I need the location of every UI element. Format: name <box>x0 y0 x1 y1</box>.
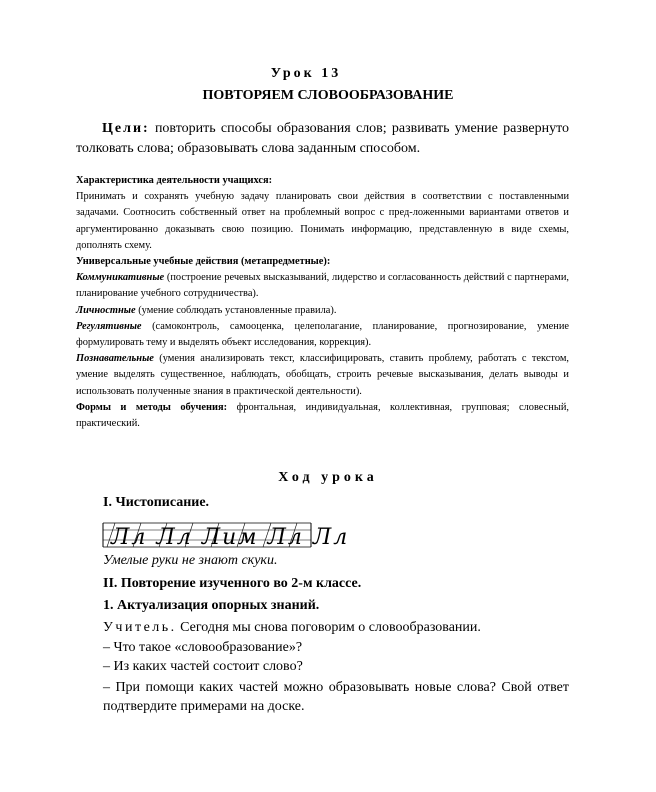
communicative-label: Коммуникативные <box>76 272 165 284</box>
characteristics-text: Принимать и сохранять учебную задачу планировать свои действия в соответствии с поставленными задачами. Соотносить собственный ответ на проблемный вопрос с пред-ложенными вариантами ответов и аргументированно доказывать свою позицию. Понимать информацию, представленную в виде схемы, дополнять схему. <box>76 191 569 251</box>
proverb: Умелые руки не знают скуки. <box>103 553 278 568</box>
cursive-sample <box>103 520 350 550</box>
personal-text: (умение соблюдать установленные правила). <box>138 304 337 316</box>
goals-text: повторить способы образования слов; развивать умение развернуто толковать слова; образовывать слова заданным способом. <box>76 121 570 156</box>
characteristics-heading: Характеристика деятельности учащихся: <box>76 175 273 186</box>
uud-cognitive <box>76 351 569 400</box>
teacher-line <box>103 620 481 636</box>
regulative-text: (самоконтроль, самооценка, целеполагание, планирование, прогнозирование, умение формулировать тему и выделять объект исследования, коррекция). <box>76 320 569 349</box>
uud-heading: Универсальные учебные действия (метапредметные): <box>76 256 331 268</box>
teacher-label: Учитель. <box>103 620 177 635</box>
forms-text: фронтальная, индивидуальная, коллективная, групповая; словесный, практический. <box>76 401 569 430</box>
question-3: – При помощи каких частей можно образовывать новые слова? Свой ответ подтвердите примерами на доске. <box>103 680 569 714</box>
section-penmanship: I. Чистописание. <box>103 495 210 510</box>
personal-label: Личностные <box>76 304 136 316</box>
forms-label: Формы и методы обучения: <box>76 401 228 413</box>
lesson-title: ПОВТОРЯЕМ СЛОВООБРАЗОВАНИЕ <box>202 88 454 103</box>
uud-personal <box>76 303 569 319</box>
uud-regulative <box>76 319 569 351</box>
communicative-text: (построение речевых высказываний, лидерство и согласованность действий с партнерами, планирование учебного сотрудничества). <box>76 272 569 300</box>
characteristics-block <box>76 173 569 432</box>
goals-label: Цели: <box>102 121 150 136</box>
cursive-text: Лл Лл Лим Лл Лл <box>111 525 350 550</box>
cognitive-text: (умения анализировать текст, классифицировать, ставить проблему, работать с текстом, умение выделять существенное, наблюдать, обобщать, строить речевые высказывания, делать выводы и использовать полученные знания в практической деятельности). <box>76 353 569 397</box>
section-review: II. Повторение изученного во 2-м классе. <box>103 576 362 591</box>
regulative-label: Регулятивные <box>76 320 142 332</box>
question-2: – Из каких частей состоит слово? <box>103 659 303 674</box>
cursive-lines-image <box>103 520 350 550</box>
cognitive-label: Познавательные <box>76 353 154 365</box>
uud-communicative <box>76 270 569 302</box>
course-title: Ход урока <box>278 470 378 485</box>
question-1: – Что такое «словообразование»? <box>103 640 303 655</box>
lesson-number: Урок 13 <box>270 66 342 81</box>
subsection-actualization: 1. Актуализация опорных знаний. <box>103 598 320 613</box>
forms-methods <box>76 400 569 432</box>
teacher-text: Сегодня мы снова поговорим о словообразовании. <box>180 620 481 635</box>
lesson-goals <box>76 119 569 159</box>
